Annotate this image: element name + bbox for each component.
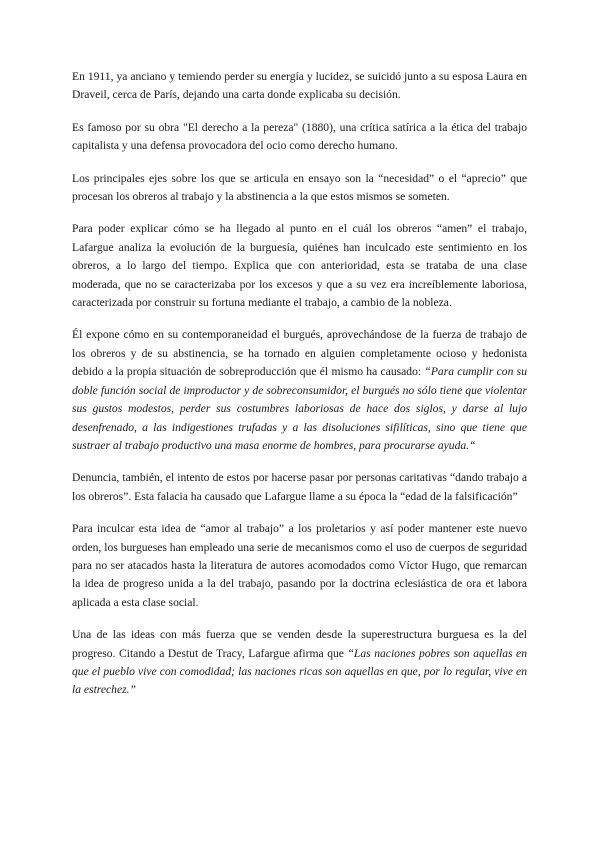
paragraph-text: Él expone cómo en su contemporaneidad el burgués, aprovechándose de la fuerza de trabajo de los obreros y de su abstinencia, se ha tornado en alguien completamente ocioso y hedonista debido a la propia situación de sobreproducción que él mismo ha causado:	[72, 328, 527, 379]
paragraph-quote: “Las naciones pobres son aquellas en que el pueblo vive con comodidad; las naciones ricas son aquellas en que, por lo regular, vive en la estrechez.”	[72, 646, 527, 697]
paragraph-quote: “Para cumplir con su doble función social de improductor y de sobreconsumidor, el burgués no sólo tiene que violentar sus gustos modestos, perder sus costumbres laboriosas de hace dos siglos, y darse al lujo desenfrenado, a las indigestiones trufadas y a las disoluciones sifilíticas, sino que tiene que sustraer al trabajo productivo una masa enorme de hombres, para procurarse ayuda.“	[72, 365, 527, 452]
paragraph-text: Para inculcar esta idea de “amor al trabajo” a los proletarios y así poder mantener este nuevo orden, los burgueses han empleado una serie de mecanismos como el uso de cuerpos de seguridad para no ser atacados hasta la literatura de autores acomodados como Víctor Hugo, que remarcan la idea de progreso unida a la del trabajo, pasando por la doctrina eclesiástica de ora et labora aplicada a esta clase social.	[72, 522, 527, 609]
paragraph-idle-bourgeois	[72, 326, 527, 455]
paragraph-love-of-work	[72, 520, 527, 612]
paragraph-progress	[72, 626, 527, 700]
document-page	[72, 68, 527, 713]
paragraph-text: Es famoso por su obra "El derecho a la pereza" (1880), una crítica satírica a la ética del trabajo capitalista y una defensa provocadora del ocio como derecho humano.	[72, 120, 527, 153]
paragraph-main-axes	[72, 170, 527, 207]
paragraph-famous-work	[72, 119, 527, 156]
paragraph-text: Denuncia, también, el intento de estos por hacerse pasar por personas caritativas “dando trabajo a los obreros”. Esta falacia ha causado que Lafargue llame a su época la “edad de la falsificación”	[72, 471, 527, 503]
paragraph-suicide	[72, 68, 527, 105]
paragraph-text: Los principales ejes sobre los que se articula en ensayo son la “necesidad” o el “aprecio” que procesan los obreros al trabajo y la abstinencia a la que estos mismos se someten.	[72, 171, 527, 204]
paragraph-bourgeoisie-evolution	[72, 220, 527, 312]
paragraph-charity-falsification	[72, 469, 527, 506]
paragraph-text: Una de las ideas con más fuerza que se venden desde la superestructura burguesa es la del progreso. Citando a Destut de Tracy, Lafargue afirma que	[72, 628, 527, 660]
paragraph-text: Para poder explicar cómo se ha llegado al punto en el cuál los obreros “amen” el trabajo, Lafargue analiza la evolución de la burguesía, quiénes han inculcado este sentimiento en los obreros, a lo largo del tiempo. Explica que con anterioridad, esta se trataba de una clase moderada, que no se caracterizaba por los excesos y que a su vez era increíblemente laboriosa, caracterizada por construir su fortuna mediante el trabajo, a cambio de la nobleza.	[72, 222, 527, 310]
paragraph-text: En 1911, ya anciano y temiendo perder su energía y lucidez, se suicidó junto a su esposa Laura en Draveil, cerca de París, dejando una carta donde explicaba su decisión.	[72, 70, 527, 102]
